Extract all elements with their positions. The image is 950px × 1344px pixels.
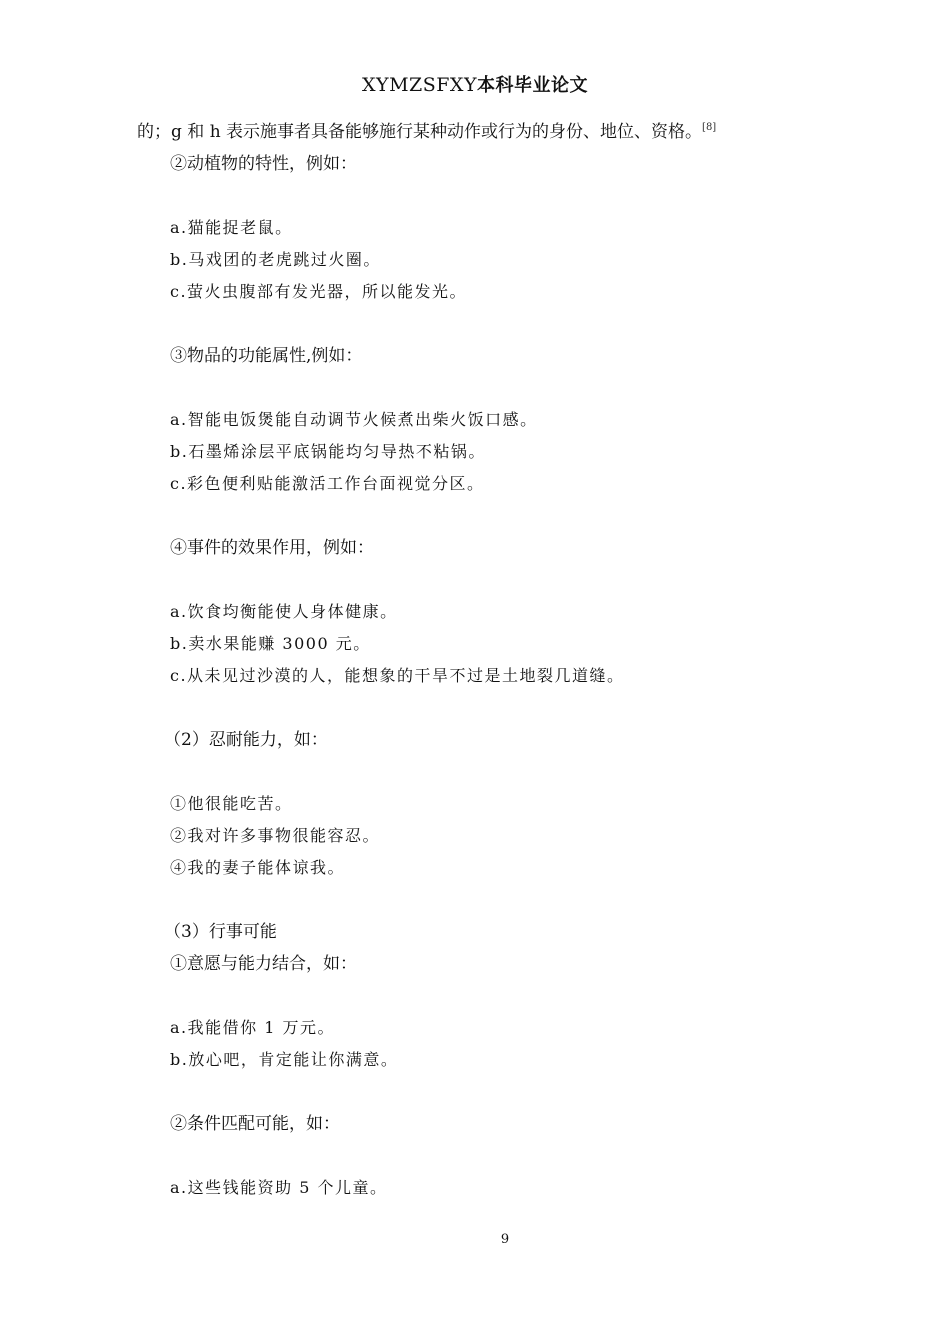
example-line: b.马戏团的老虎跳过火圈。 — [170, 250, 381, 269]
paragraph-continuation — [137, 121, 716, 143]
example-line: c.从未见过沙漠的人，能想象的干旱不过是土地裂几道缝。 — [170, 666, 625, 685]
section-heading: ②条件匹配可能，如： — [170, 1114, 340, 1134]
example-line: b.石墨烯涂层平底锅能均匀导热不粘锅。 — [170, 442, 486, 461]
section-heading: ①意愿与能力结合，如： — [170, 954, 357, 974]
example-line: ②我对许多事物很能容忍。 — [170, 826, 381, 845]
example-line: a.这些钱能资助 5 个儿童。 — [170, 1178, 388, 1197]
subsection-heading: （2）忍耐能力，如： — [164, 730, 328, 750]
example-line: c.萤火虫腹部有发光器，所以能发光。 — [170, 282, 468, 301]
example-line: ④我的妻子能体谅我。 — [170, 858, 346, 877]
example-line: ①他很能吃苦。 — [170, 794, 293, 813]
line-text: 的；g 和 h 表示施事者具备能够施行某种动作或行为的身份、地位、资格。 — [137, 122, 703, 142]
citation-ref: [8] — [702, 122, 717, 133]
section-heading: ④事件的效果作用，例如： — [170, 538, 374, 558]
example-line: a.饮食均衡能使人身体健康。 — [170, 602, 398, 621]
page-header — [0, 72, 950, 99]
example-line: a.猫能捉老鼠。 — [170, 218, 293, 237]
section-heading: ③物品的功能属性,例如： — [170, 346, 363, 366]
section-heading: ②动植物的特性，例如： — [170, 154, 357, 174]
example-line: a.我能借你 1 万元。 — [170, 1018, 335, 1037]
example-line: a.智能电饭煲能自动调节火候煮出柴火饭口感。 — [170, 410, 538, 429]
example-line: b.卖水果能赚 3000 元。 — [170, 634, 371, 653]
page-number: 9 — [500, 1232, 510, 1247]
header-title: 本科毕业论文 — [477, 75, 588, 96]
subsection-heading: （3）行事可能 — [164, 922, 277, 942]
example-line: c.彩色便利贴能激活工作台面视觉分区。 — [170, 474, 485, 493]
example-line: b.放心吧，肯定能让你满意。 — [170, 1050, 399, 1069]
header-prefix: XYMZSFXY — [362, 74, 477, 96]
